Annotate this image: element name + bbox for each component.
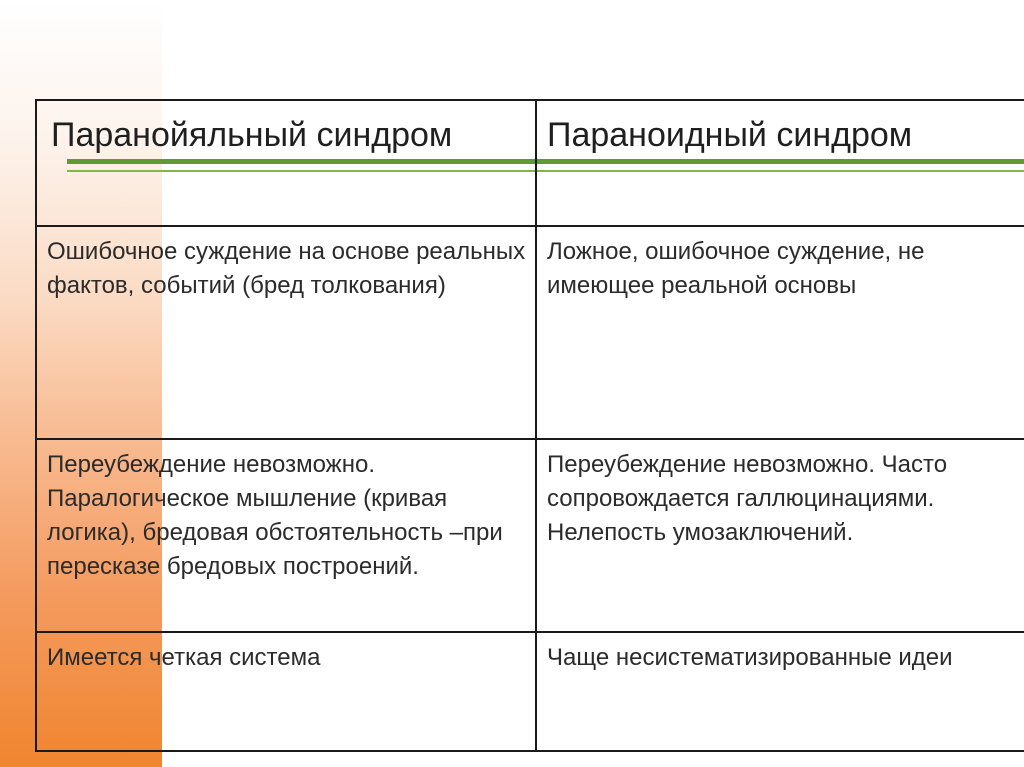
comparison-table	[35, 99, 1024, 752]
table-cell-left	[36, 439, 536, 632]
cell-text: Переубеждение невозможно. Паралогическое мышление (кривая логика), бредовая обстоятельность –при пересказе бредовых построений.	[47, 451, 503, 580]
table-cell-right	[536, 226, 1024, 439]
header-underline-decoration	[67, 159, 535, 172]
table-row	[36, 226, 1024, 439]
header-paranoid-syndrome: Параноидный синдром	[547, 116, 913, 154]
cell-text: Имеется четкая система	[47, 644, 321, 671]
cell-text: Чаще несистематизированные идеи	[547, 644, 953, 671]
header-underline-decoration	[537, 159, 1024, 172]
table-row	[36, 632, 1024, 751]
header-paranoial-syndrome: Паранойяльный синдром	[51, 116, 453, 154]
header-cell-paranoid	[536, 100, 1024, 226]
table-cell-left	[36, 632, 536, 751]
table-cell-left	[36, 226, 536, 439]
cell-text: Ложное, ошибочное суждение, не имеющее реальной основы	[547, 238, 925, 299]
cell-text: Переубеждение невозможно. Часто сопровождается галлюцинациями. Нелепость умозаключений.	[547, 451, 948, 546]
cell-text: Ошибочное суждение на основе реальных фактов, событий (бред толкования)	[47, 238, 526, 299]
table-row	[36, 439, 1024, 632]
table-cell-right	[536, 439, 1024, 632]
table-header-row	[36, 100, 1024, 226]
table-cell-right	[536, 632, 1024, 751]
header-cell-paranoial	[36, 100, 536, 226]
